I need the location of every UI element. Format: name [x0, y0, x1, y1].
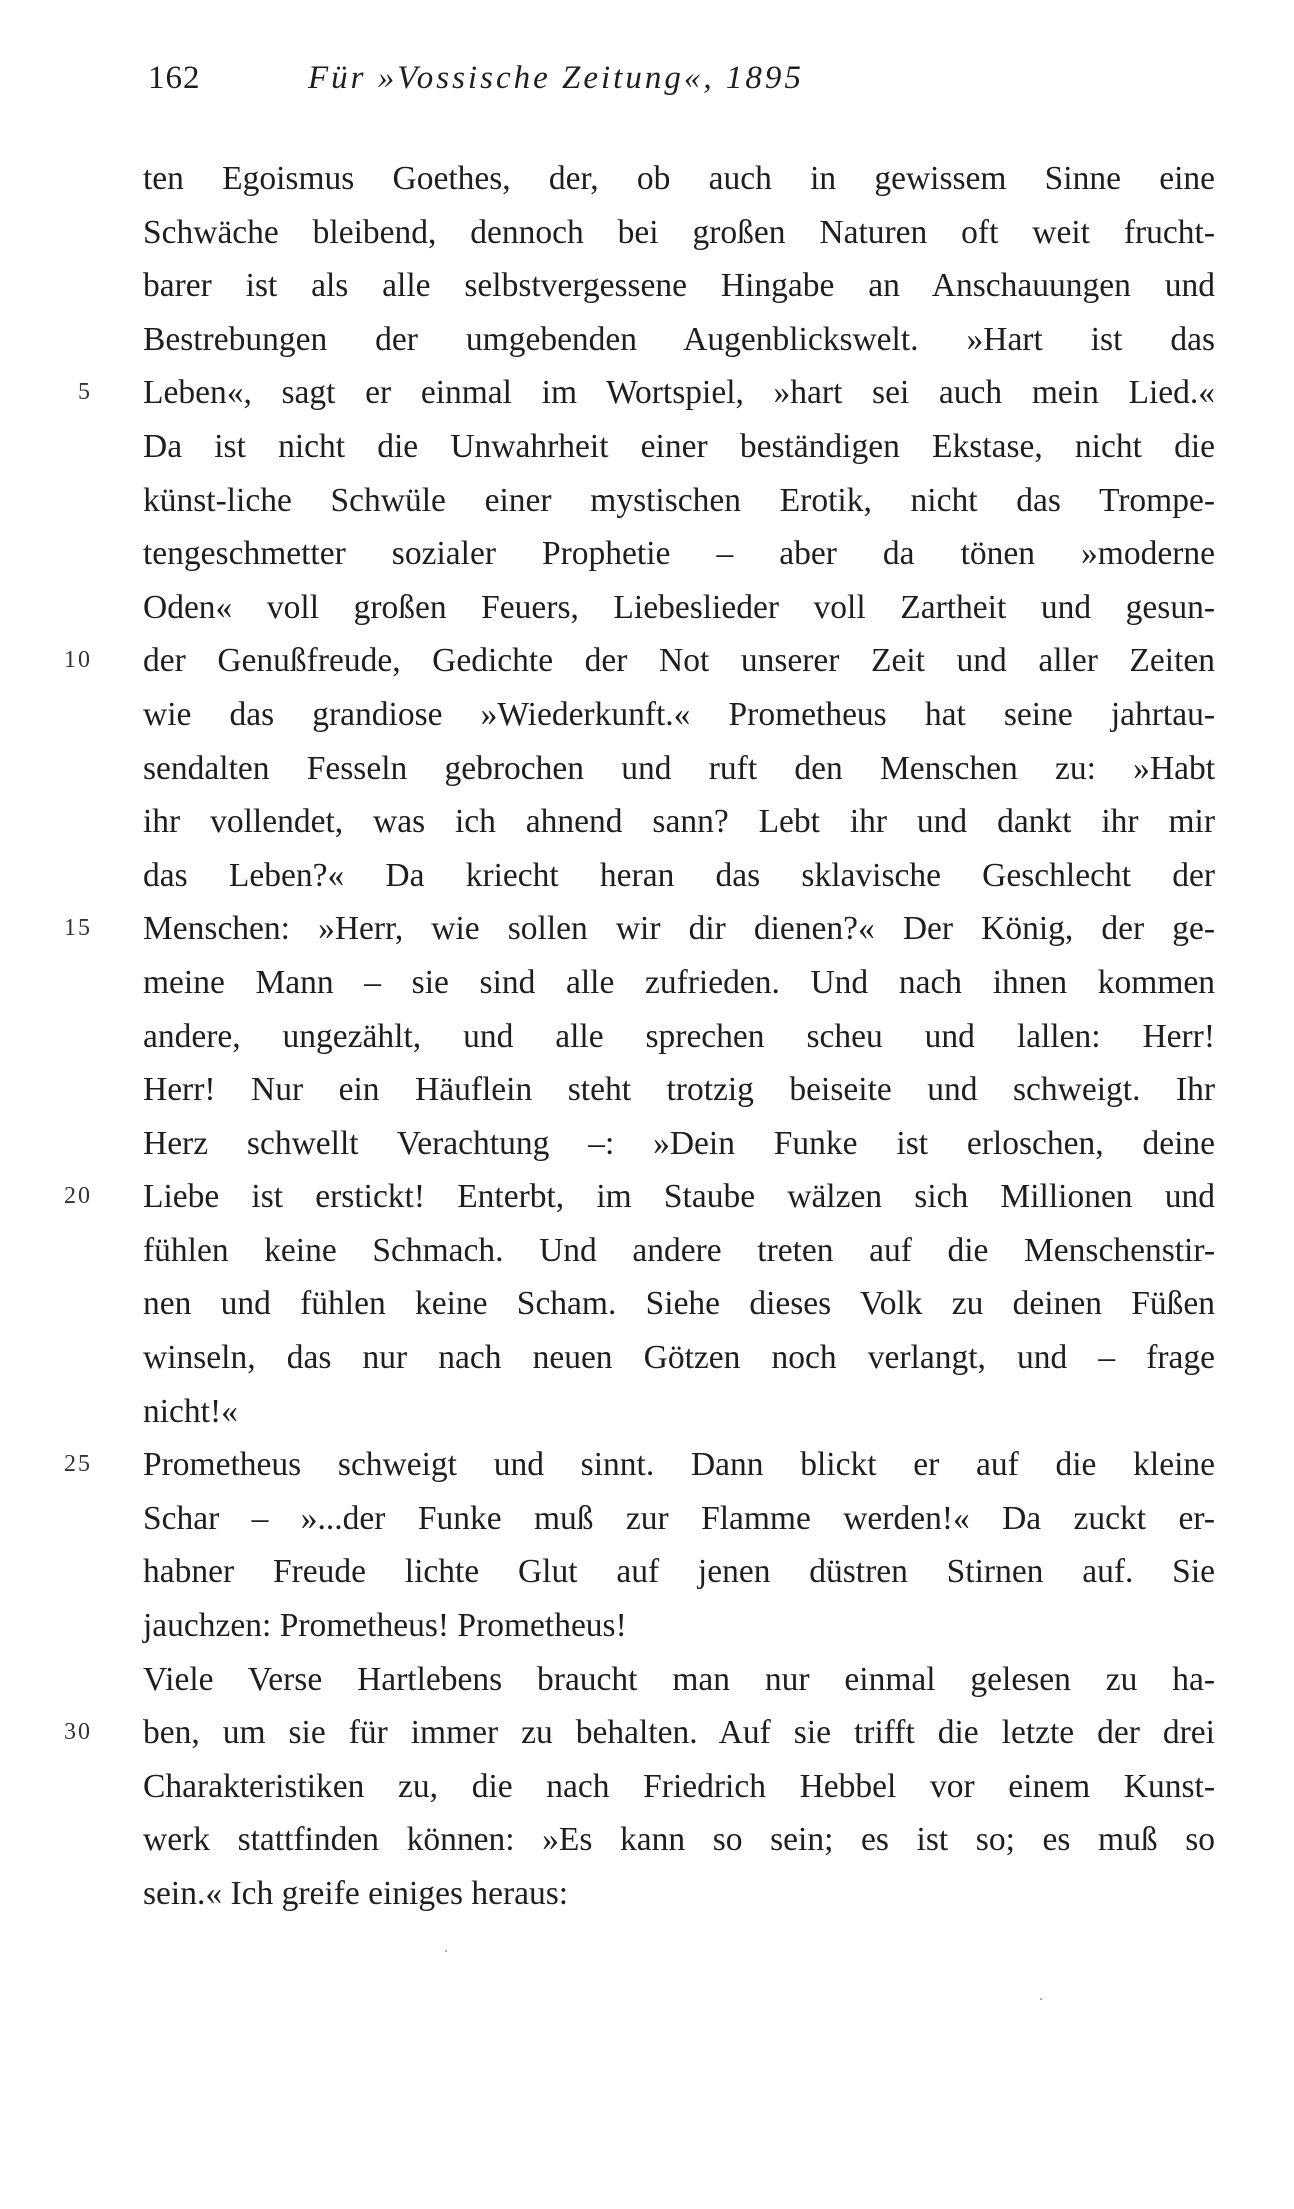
text-line: [0, 206, 1294, 260]
line-number: 20: [64, 1183, 92, 1210]
line-text: ihr vollendet, was ich ahnend sann? Lebt ihr und dankt ihr mir: [143, 803, 1215, 841]
text-line: [0, 902, 1294, 956]
line-text: Liebe ist erstickt! Enterbt, im Staube wälzen sich Millionen und: [143, 1178, 1215, 1216]
line-text: wie das grandiose »Wiederkunft.« Prometheus hat seine jahrtau-: [143, 695, 1215, 733]
text-line: [0, 688, 1294, 742]
line-text: werk stattfinden können: »Es kann so sein; es ist so; es muß so: [143, 1821, 1215, 1859]
text-line: [0, 259, 1294, 313]
text-line: [0, 795, 1294, 849]
text-line: [0, 152, 1294, 206]
line-text: Herr! Nur ein Häuflein steht trotzig beiseite und schweigt. Ihr: [143, 1071, 1215, 1109]
line-text: der Genußfreude, Gedichte der Not unserer Zeit und aller Zeiten: [143, 642, 1215, 680]
line-text: Schwäche bleibend, dennoch bei großen Naturen oft weit frucht-: [143, 213, 1215, 251]
line-text: ten Egoismus Goethes, der, ob auch in gewissem Sinne eine: [143, 160, 1215, 197]
line-text: nicht!«: [143, 1392, 238, 1430]
text-line: [0, 581, 1294, 635]
text-line: [0, 420, 1294, 474]
running-title: Für »Vossische Zeitung«, 1895: [308, 60, 804, 96]
line-text: Charakteristiken zu, die nach Friedrich Hebbel vor einem Kunst-: [143, 1767, 1215, 1805]
line-text: fühlen keine Schmach. Und andere treten auf die Menschenstir-: [143, 1231, 1215, 1269]
line-text: Da ist nicht die Unwahrheit einer beständigen Ekstase, nicht die: [143, 427, 1215, 465]
line-text: sein.« Ich greife einiges heraus:: [143, 1875, 569, 1912]
line-number: 30: [64, 1719, 92, 1746]
text-line: [0, 849, 1294, 903]
line-text: andere, ungezählt, und alle sprechen scheu und lallen: Herr!: [143, 1017, 1215, 1055]
text-line: [0, 1385, 1294, 1439]
text-line: [0, 1117, 1294, 1171]
text-line: [0, 1813, 1294, 1867]
line-text: barer ist als alle selbstvergessene Hingabe an Anschauungen und: [143, 267, 1215, 305]
line-text: jauchzen: Prometheus! Prometheus!: [143, 1607, 627, 1645]
text-line: [0, 1010, 1294, 1064]
line-text: Viele Verse Hartlebens braucht man nur einmal gelesen zu ha-: [143, 1660, 1215, 1698]
text-line: [0, 1170, 1294, 1224]
text-line: [0, 1331, 1294, 1385]
line-text: das Leben?« Da kriecht heran das sklavische Geschlecht der: [143, 856, 1215, 894]
line-text: künst-liche Schwüle einer mystischen Erotik, nicht das Trompe-: [143, 481, 1215, 519]
text-line: [0, 366, 1294, 420]
line-text: Schar – »...der Funke muß zur Flamme werden!« Da zuckt er-: [143, 1499, 1215, 1537]
text-line: [0, 1760, 1294, 1814]
text-line: [0, 1867, 1294, 1921]
text-line: [0, 313, 1294, 367]
text-line: [0, 1706, 1294, 1760]
line-text: winseln, das nur nach neuen Götzen noch verlangt, und – frage: [143, 1339, 1215, 1377]
line-text: Menschen: »Herr, wie sollen wir dir dienen?« Der König, der ge-: [143, 910, 1215, 948]
line-number: 10: [64, 647, 92, 674]
text-line: [0, 1545, 1294, 1599]
text-line: [0, 1277, 1294, 1331]
text-line: [0, 1224, 1294, 1278]
text-line: [0, 956, 1294, 1010]
line-text: Herz schwellt Verachtung –: »Dein Funke ist erloschen, deine: [143, 1124, 1215, 1162]
text-line: [0, 474, 1294, 528]
text-line: [0, 1599, 1294, 1653]
line-text: tengeschmetter sozialer Prophetie – aber da tönen »moderne: [143, 535, 1215, 573]
line-number: 15: [64, 915, 92, 942]
line-text: habner Freude lichte Glut auf jenen düstren Stirnen auf. Sie: [143, 1553, 1215, 1591]
line-text: Bestrebungen der umgebenden Augenblickswelt. »Hart ist das: [143, 320, 1215, 358]
text-body: [0, 152, 1294, 1921]
line-text: meine Mann – sie sind alle zufrieden. Und nach ihnen kommen: [143, 963, 1215, 1001]
line-text: sendalten Fesseln gebrochen und ruft den Menschen zu: »Habt: [143, 749, 1215, 787]
text-line: [0, 1063, 1294, 1117]
line-number: 25: [64, 1451, 92, 1478]
text-line: [0, 1492, 1294, 1546]
line-text: nen und fühlen keine Scham. Siehe dieses Volk zu deinen Füßen: [143, 1285, 1215, 1323]
line-text: Prometheus schweigt und sinnt. Dann blickt er auf die kleine: [143, 1446, 1215, 1484]
speck: [445, 1950, 447, 1952]
text-line: [0, 527, 1294, 581]
speck: [1040, 1998, 1042, 2000]
text-line: [0, 634, 1294, 688]
text-line: [0, 742, 1294, 796]
line-number: 5: [78, 379, 92, 406]
text-line: [0, 1653, 1294, 1707]
text-line: [0, 1438, 1294, 1492]
line-text: ben, um sie für immer zu behalten. Auf sie trifft die letzte der drei: [143, 1714, 1215, 1752]
page-number: 162: [148, 60, 201, 96]
line-text: Leben«, sagt er einmal im Wortspiel, »hart sei auch mein Lied.«: [143, 374, 1215, 412]
line-text: Oden« voll großen Feuers, Liebeslieder voll Zartheit und gesun-: [143, 588, 1215, 626]
